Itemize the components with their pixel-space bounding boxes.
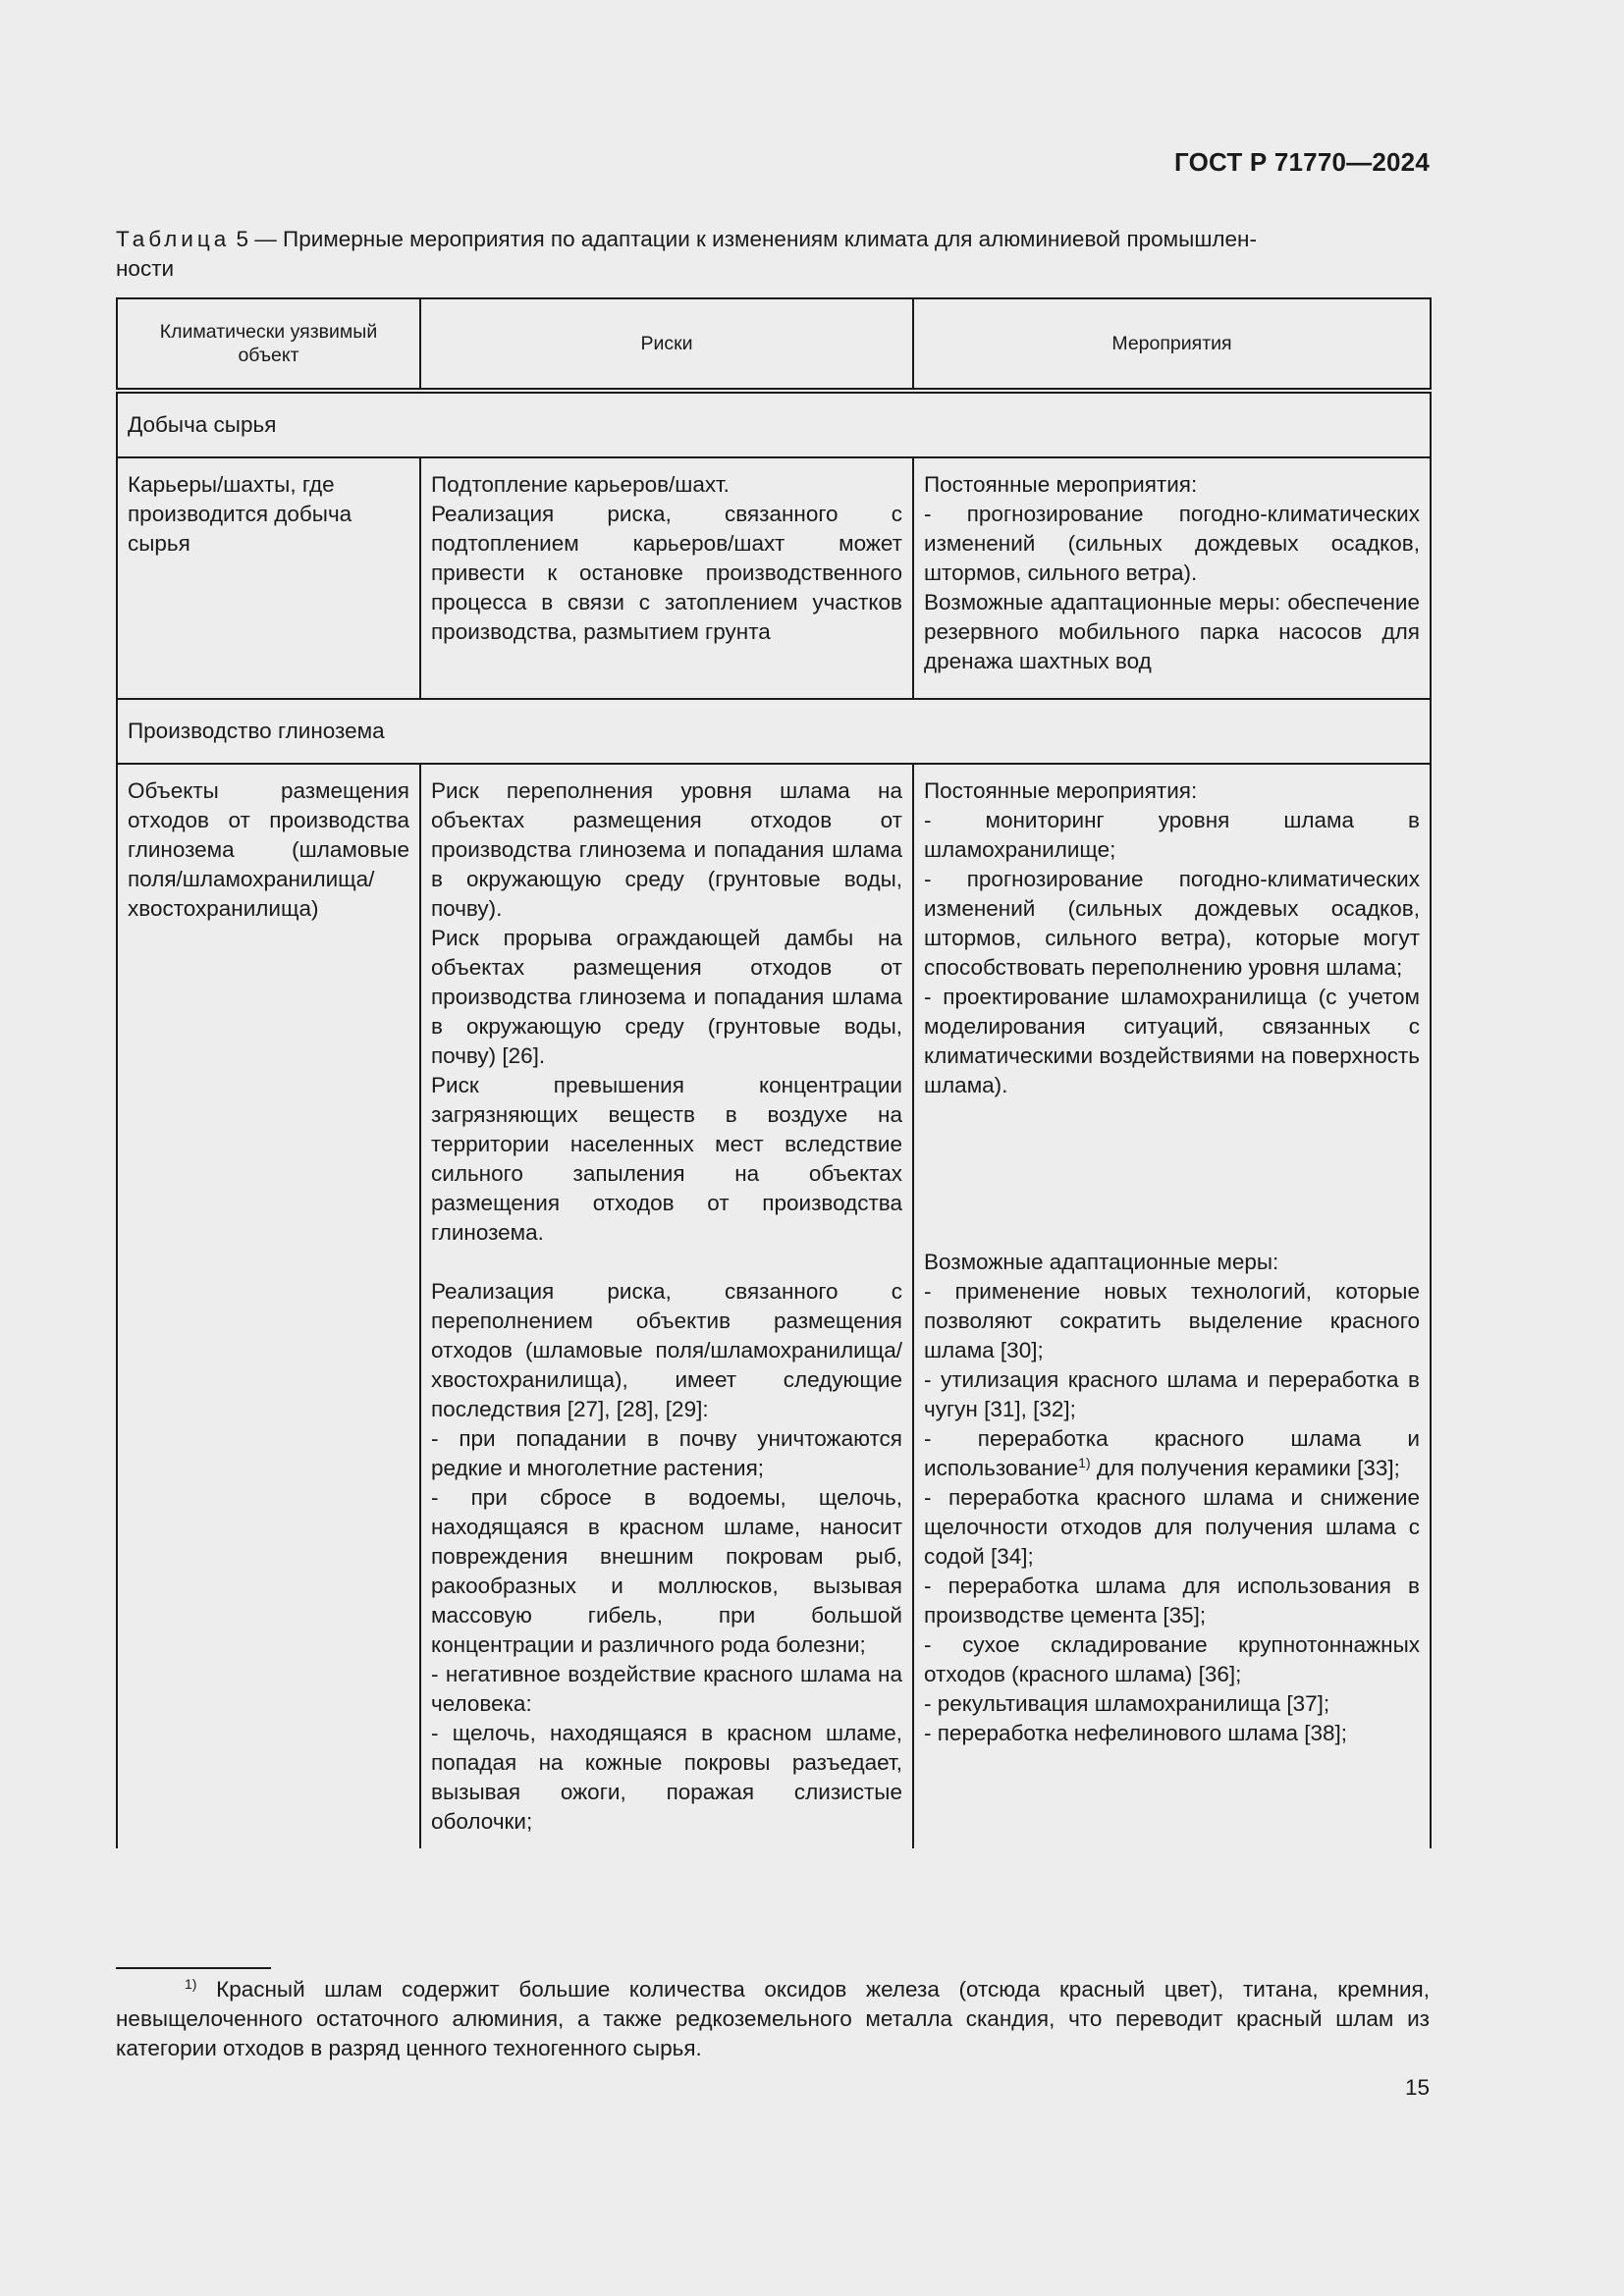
measure-text: - переработка нефелинового шлама [38]; bbox=[924, 1721, 1348, 1745]
risk-text: - при попадании в почву уничтожаются редкие и многолетние растения; bbox=[431, 1426, 902, 1480]
risk-text: - при сбросе в водоемы, щелочь, находящаяся в красном шламе, наносит повреждения внешним покровам рыб, ракообразных и моллюсков, вызывая массовую гибель, при большой концентрации и различного рода болезни; bbox=[431, 1485, 902, 1657]
measure-text: Постоянные мероприятия: bbox=[924, 778, 1198, 803]
measure-text: - переработка шлама для использования в производстве цемента [35]; bbox=[924, 1574, 1420, 1628]
measure-text: Постоянные мероприятия: bbox=[924, 472, 1198, 497]
cell-risks-waste-sites bbox=[420, 764, 913, 1848]
measure-text-with-footnote bbox=[924, 1424, 1420, 1483]
risk-text: - негативное воздействие красного шлама на человека: bbox=[431, 1662, 902, 1716]
caption-prefix: Таблица bbox=[116, 227, 231, 251]
section-title-alumina: Производство глинозема bbox=[117, 699, 1431, 764]
caption-line2: ности bbox=[116, 256, 175, 281]
cell-object-quarries: Карьеры/шахты, где производится добыча сырья bbox=[117, 457, 420, 699]
cell-risks-quarries bbox=[420, 457, 913, 699]
risk-text: - щелочь, находящаяся в красном шламе, попадая на кожные покровы разъедает, вызывая ожоги, поражая слизистые оболочки; bbox=[431, 1721, 902, 1834]
footnote-text: Красный шлам содержит большие количества оксидов железа (отсюда красный цвет), титана, кремния, невыщелоченного остаточного алюминия, а также редкоземельного металла скандия, что переводит красный шлам из категории отходов в разряд ценного техногенного сырья. bbox=[116, 1977, 1430, 2060]
table-caption bbox=[116, 225, 1430, 284]
measure-text: - переработка красного шлама и снижение щелочности отходов для получения шлама с содой [34]; bbox=[924, 1485, 1420, 1569]
document-code: ГОСТ Р 71770—2024 bbox=[1174, 147, 1430, 177]
header-object: Климатически уязвимый объект bbox=[117, 298, 420, 391]
cell-measures-waste-sites bbox=[913, 764, 1431, 1848]
measure-text: для получения керамики [33]; bbox=[1090, 1456, 1400, 1480]
risk-text: Риск прорыва ограждающей дамбы на объектах размещения отходов от производства глинозема и попадания шлама в окружающую среду (грунтовые воды, почву) [26]. bbox=[431, 926, 902, 1068]
measure-text: - применение новых технологий, которые позволяют сократить выделение красного шлама [30]; bbox=[924, 1279, 1420, 1362]
measure-text: Возможные адаптационные меры: bbox=[924, 1250, 1279, 1274]
caption-number: 5 bbox=[236, 227, 249, 251]
header-measures: Мероприятия bbox=[913, 298, 1431, 391]
measures-table-container bbox=[116, 297, 1430, 1848]
measure-text: - утилизация красного шлама и переработка в чугун [31], [32]; bbox=[924, 1367, 1420, 1421]
risk-text: Реализация риска, связанного с подтоплением карьеров/шахт может привести к остановке производственного процесса в связи с затоплением участков производства, размытием грунта bbox=[431, 502, 902, 644]
cell-measures-quarries bbox=[913, 457, 1431, 699]
table-row-quarries bbox=[117, 457, 1431, 699]
table-row-waste-sites bbox=[117, 764, 1431, 1848]
section-row-raw-materials bbox=[117, 391, 1431, 457]
cell-object-waste-sites: Объекты размещения отходов от производства глинозема (шламовые поля/шламохранилища/ хвостохранилища) bbox=[117, 764, 420, 1848]
measure-text: Возможные адаптационные меры: обеспечение резервного мобильного парка насосов для дренажа шахтных вод bbox=[924, 590, 1420, 673]
risk-text: Риск переполнения уровня шлама на объектах размещения отходов от производства глинозема и попадания шлама в окружающую среду (грунтовые воды, почву). bbox=[431, 778, 902, 921]
caption-line1: — Примерные мероприятия по адаптации к изменениям климата для алюминиевой промышлен- bbox=[254, 227, 1257, 251]
measures-table bbox=[116, 297, 1432, 1848]
footnote-reference[interactable]: 1) bbox=[1078, 1455, 1091, 1470]
measure-text: - прогнозирование погодно-климатических изменений (сильных дождевых осадков, штормов, сильного ветра), которые могут способствовать переполнению уровня шлама; bbox=[924, 867, 1420, 980]
measure-text: - проектирование шламохранилища (с учетом моделирования ситуаций, связанных с климатическими воздействиями на поверхность шлама). bbox=[924, 985, 1420, 1097]
risk-text: Риск превышения концентрации загрязняющих веществ в воздухе на территории населенных мест вследствие сильного запыления на объектах размещения отходов от производства глинозема. bbox=[431, 1073, 902, 1245]
table-header-row bbox=[117, 298, 1431, 391]
measure-text: - переработка красного шлама и использование bbox=[924, 1426, 1420, 1480]
measure-text: - рекультивация шламохранилища [37]; bbox=[924, 1691, 1330, 1716]
risk-text: Подтопление карьеров/шахт. bbox=[431, 472, 730, 497]
footnote bbox=[116, 1975, 1430, 2063]
page-number: 15 bbox=[1404, 2075, 1430, 2100]
measure-text: - сухое складирование крупнотоннажных отходов (красного шлама) [36]; bbox=[924, 1632, 1420, 1686]
risk-text: Реализация риска, связанного с переполнением объектив размещения отходов (шламовые поля/шламохранилища/ хвостохранилища), имеет следующие последствия [27], [28], [29]: bbox=[431, 1279, 902, 1421]
section-row-alumina bbox=[117, 699, 1431, 764]
header-risks: Риски bbox=[420, 298, 913, 391]
section-title-raw-materials: Добыча сырья bbox=[117, 391, 1431, 457]
footnote-divider bbox=[116, 1967, 271, 1969]
footnote-marker: 1) bbox=[185, 1976, 197, 1992]
measure-text: - мониторинг уровня шлама в шламохранилище; bbox=[924, 808, 1420, 862]
measure-text: - прогнозирование погодно-климатических изменений (сильных дождевых осадков, штормов, сильного ветра). bbox=[924, 502, 1420, 585]
